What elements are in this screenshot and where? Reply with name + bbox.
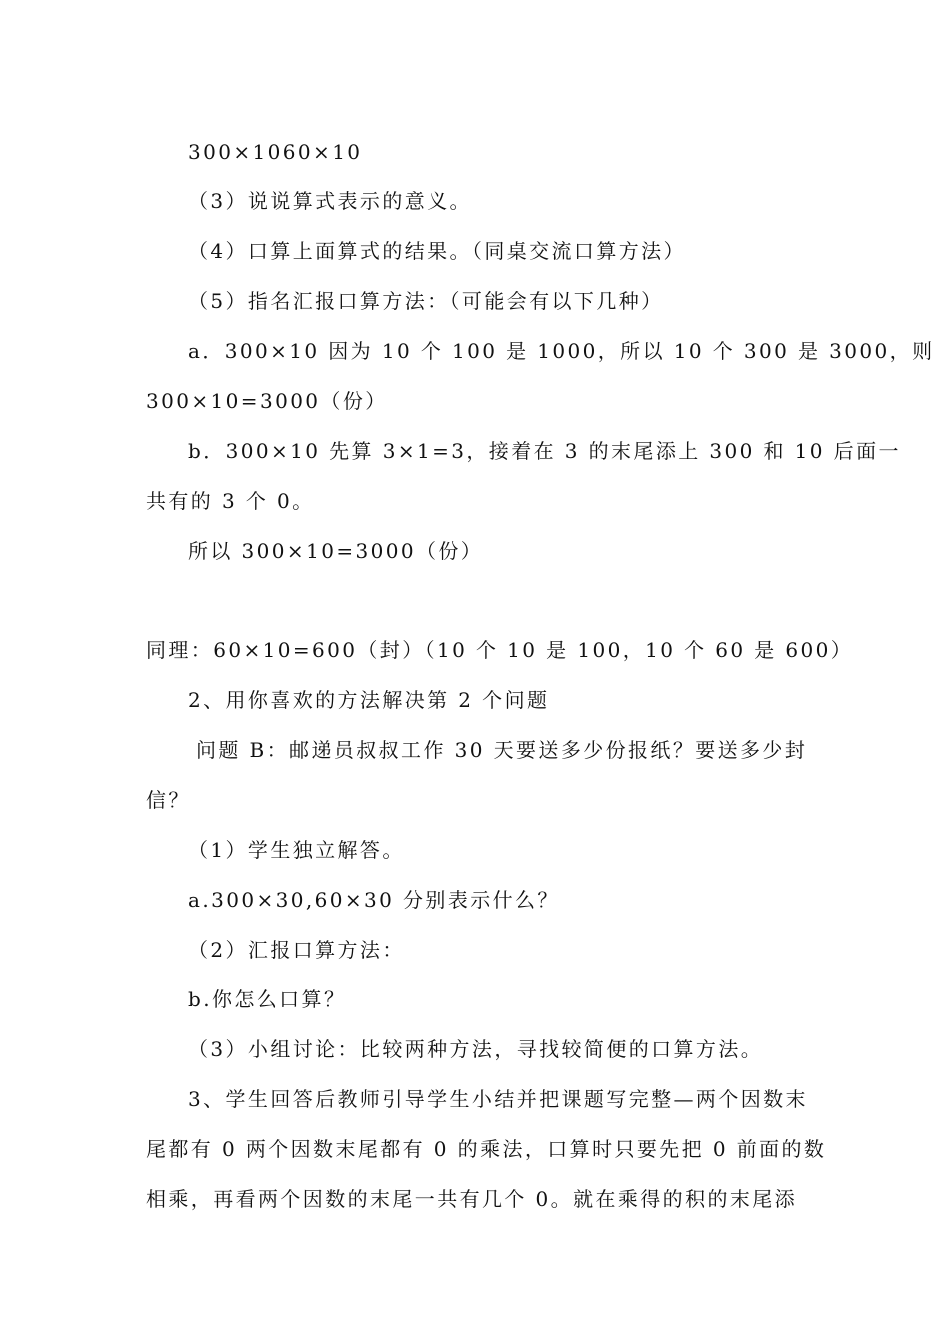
- text-line: （5）指名汇报口算方法：（可能会有以下几种）: [188, 289, 664, 313]
- text-line: 3、学生回答后教师引导学生小结并把课题写完整—两个因数末: [188, 1087, 808, 1111]
- text-line: 同理：60×10=600（封）（10 个 10 是 100，10 个 60 是 600）: [146, 638, 854, 662]
- text-line: 相乘，再看两个因数的末尾一共有几个 0。就在乘得的积的末尾添: [146, 1187, 798, 1211]
- text-line: 所以 300×10=3000（份）: [188, 539, 484, 563]
- text-line: a．300×10 因为 10 个 100 是 1000，所以 10 个 300 是 3000，则: [188, 339, 935, 363]
- text-line: （1）学生独立解答。: [188, 838, 405, 862]
- text-line: （2）汇报口算方法：: [188, 938, 405, 962]
- text-line: 问题 B：邮递员叔叔工作 30 天要送多少份报纸？要送多少封: [196, 738, 808, 762]
- text-line: 300×1060×10: [188, 140, 363, 164]
- text-line: 300×10=3000（份）: [146, 389, 388, 413]
- text-line: （4）口算上面算式的结果。（同桌交流口算方法）: [188, 239, 686, 263]
- text-line: b.你怎么口算？: [188, 987, 347, 1011]
- text-line: 信？: [146, 788, 191, 812]
- text-line: （3）说说算式表示的意义。: [188, 189, 472, 213]
- text-line: b．300×10 先算 3×1=3，接着在 3 的末尾添上 300 和 10 后面一: [188, 439, 901, 463]
- text-line: 尾都有 0 两个因数末尾都有 0 的乘法，口算时只要先把 0 前面的数: [146, 1137, 827, 1161]
- text-line: 共有的 3 个 0。: [146, 489, 315, 513]
- text-line: a.300×30,60×30 分别表示什么？: [188, 888, 560, 912]
- text-line: （3）小组讨论：比较两种方法，寻找较简便的口算方法。: [188, 1037, 764, 1061]
- text-line: 2、用你喜欢的方法解决第 2 个问题: [188, 688, 550, 712]
